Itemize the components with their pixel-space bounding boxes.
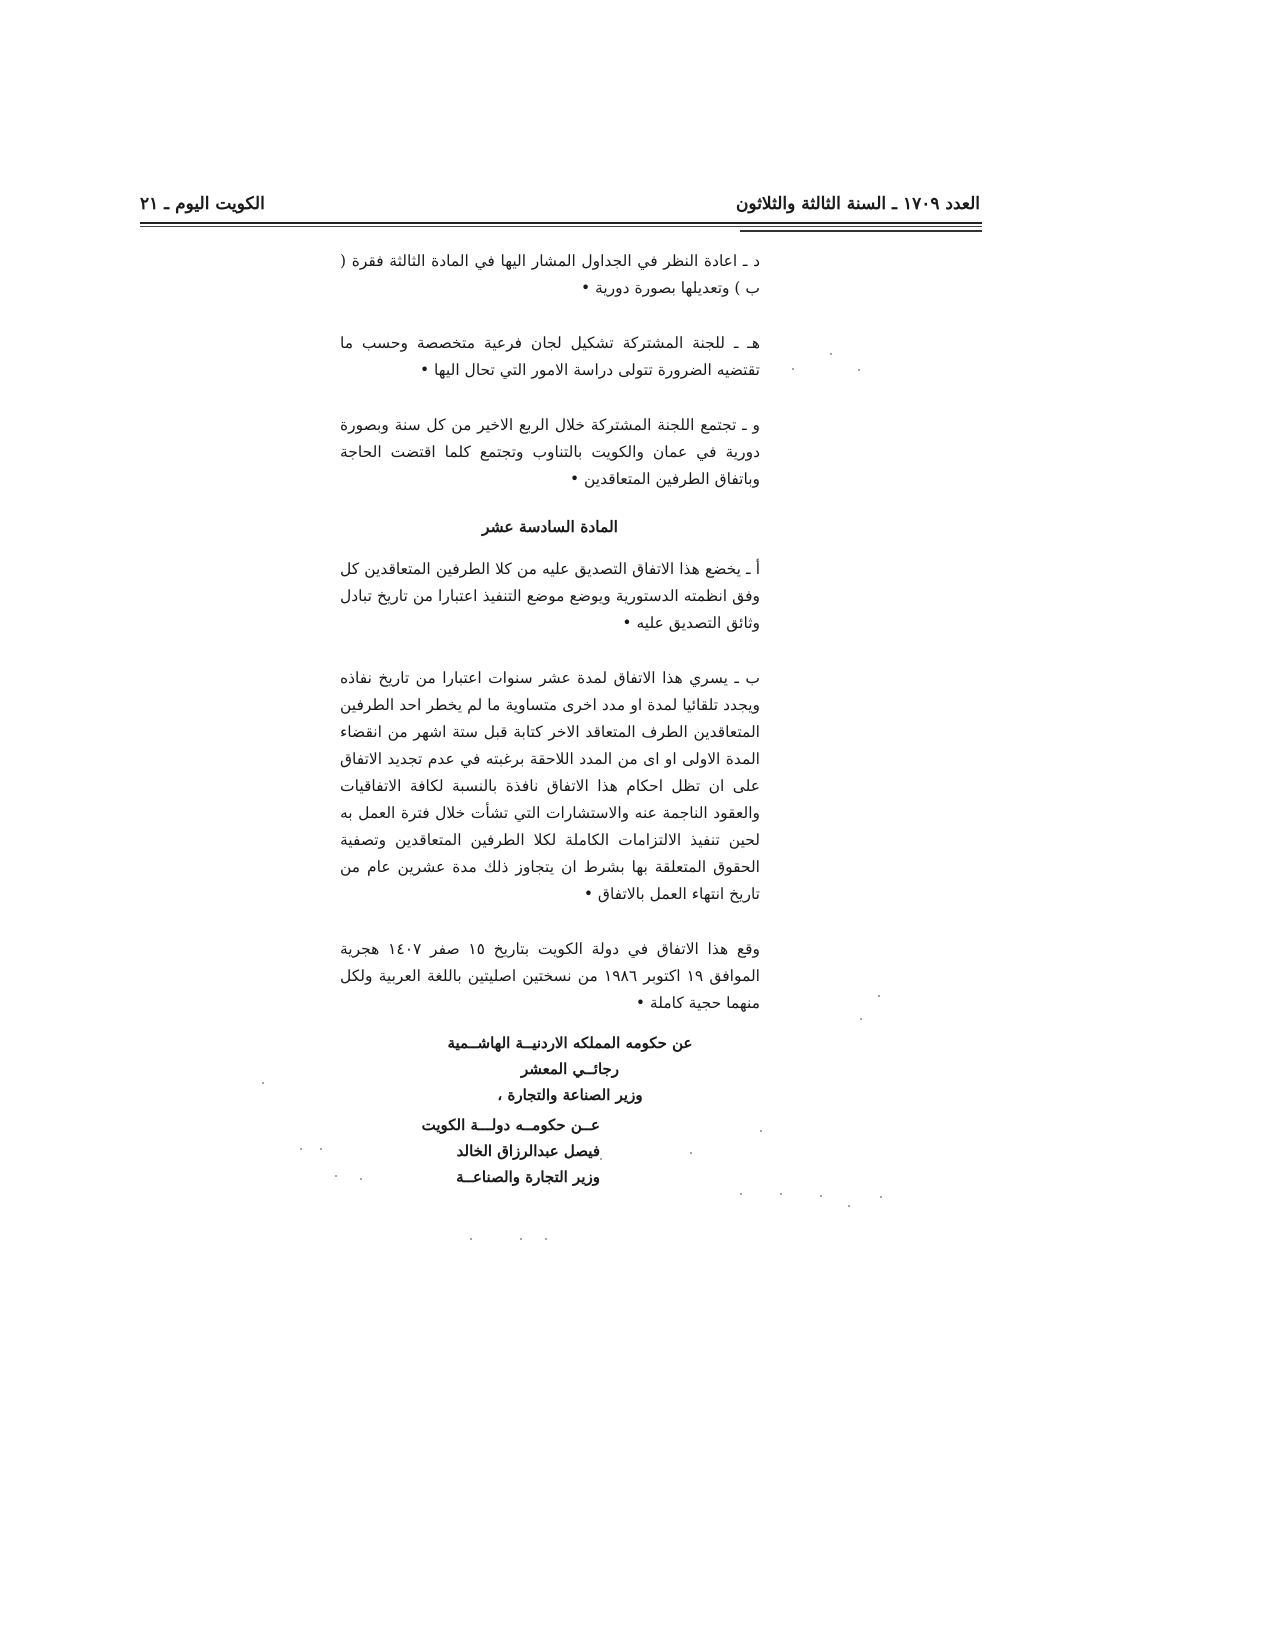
signature-kuwait-line1: عــن حكومــه دولـــة الكويت (421, 1116, 600, 1134)
scan-speck (792, 368, 794, 370)
paragraph-a: أ ـ يخضع هذا الاتفاق التصديق عليه من كلا الطرفين المتعاقدين كل وفق انظمته الدستورية ويوضع موضع التنفيذ اعتبارا من تاريخ تبادل وثائق التصديق عليه • (340, 560, 760, 632)
scan-speck (858, 369, 860, 371)
paragraph-h: هـ ـ للجنة المشتركة تشكيل لجان فرعية متخصصة وحسب ما تقتضيه الضرورة تتولى دراسة الامور التي تحال اليها • (340, 334, 760, 379)
scan-speck (690, 1152, 692, 1154)
scan-speck (780, 1193, 782, 1195)
scan-speck (880, 1196, 882, 1198)
scan-speck (760, 1130, 762, 1132)
header-rule (140, 222, 982, 224)
signature-jordan-line3: وزير الصناعة والتجارة ، (497, 1086, 643, 1104)
scan-speck (820, 1195, 822, 1197)
header-rule-thin (140, 226, 982, 227)
paragraph-b: ب ـ يسري هذا الاتفاق لمدة عشر سنوات اعتبارا من تاريخ نفاذه ويجدد تلقائيا لمدة او مدد اخرى متساوية ما لم يخطر احد الطرفين المتعاقدين الطرف المتعاقد الاخر كتابة قبل ستة اشهر من انقضاء المدة الاولى او اى من المدد اللاحقة برغبته في عدم تجديد الاتفاق على ان تظل احكام هذا الاتفاق نافذة بالنسبة لكافة الاتفاقيات والعقود الناجمة عنه والاستشارات التي تشأت خلال فترة العمل به لحين تنفيذ الالتزامات الكاملة لكلا الطرفين المتعاقدين وتصفية الحقوق المتعلقة بها بشرط ان يتجاوز ذلك مدة عشرين عام من تاريخ انتهاء العمل بالاتفاق • (340, 669, 760, 903)
scan-speck (600, 1158, 602, 1160)
paragraph-signed: وقع هذا الاتفاق في دولة الكويت بتاريخ ١٥ صفر ١٤٠٧ هجرية الموافق ١٩ اكتوبر ١٩٨٦ من نسختين اصليتين باللغة العربية ولكل منهما حجية كاملة • (340, 940, 760, 1012)
issue-info: العدد ١٧٠٩ ـ السنة الثالثة والثلاثون (735, 194, 980, 214)
signature-kuwait (360, 1112, 600, 1190)
signature-jordan (440, 1030, 700, 1108)
scan-speck (545, 1238, 547, 1240)
page-header (140, 194, 980, 220)
signature-jordan-line2: رجائــي المعشر (520, 1060, 620, 1078)
signature-kuwait-line2: فيصل عبدالرزاق الخالد (456, 1142, 600, 1160)
scan-speck (848, 1205, 850, 1207)
scan-speck (300, 1148, 302, 1150)
scan-speck (830, 353, 832, 355)
scan-speck (878, 995, 880, 997)
scan-speck (320, 1148, 322, 1150)
scan-speck (740, 1193, 742, 1195)
scan-speck (520, 1238, 522, 1240)
signature-kuwait-line3: وزير التجارة والصناعــة (456, 1168, 600, 1186)
signature-jordan-line1: عن حكومه المملكه الاردنيــة الهاشــمية (447, 1034, 693, 1052)
scan-speck (335, 1175, 337, 1177)
article-heading: المادة السادسة عشر (482, 517, 618, 536)
newspaper-page-number: الكويت اليوم ـ ٢١ (140, 194, 265, 214)
scan-speck (360, 1178, 362, 1180)
paragraph-w: و ـ تجتمع اللجنة المشتركة خلال الربع الاخير من كل سنة وبصورة دورية في عمان والكويت بالتناوب وتجتمع كلما اقتضت الحاجة وباتفاق الطرفين المتعاقدين • (340, 416, 760, 488)
scan-speck (262, 1082, 264, 1084)
scan-speck (470, 1238, 472, 1240)
article-body (340, 248, 760, 1045)
header-rule-short (740, 230, 982, 232)
paragraph-d: د ـ اعادة النظر في الجداول المشار اليها في المادة الثالثة فقرة ( ب ) وتعديلها بصورة دورية • (340, 252, 760, 297)
scan-speck (860, 1018, 862, 1020)
